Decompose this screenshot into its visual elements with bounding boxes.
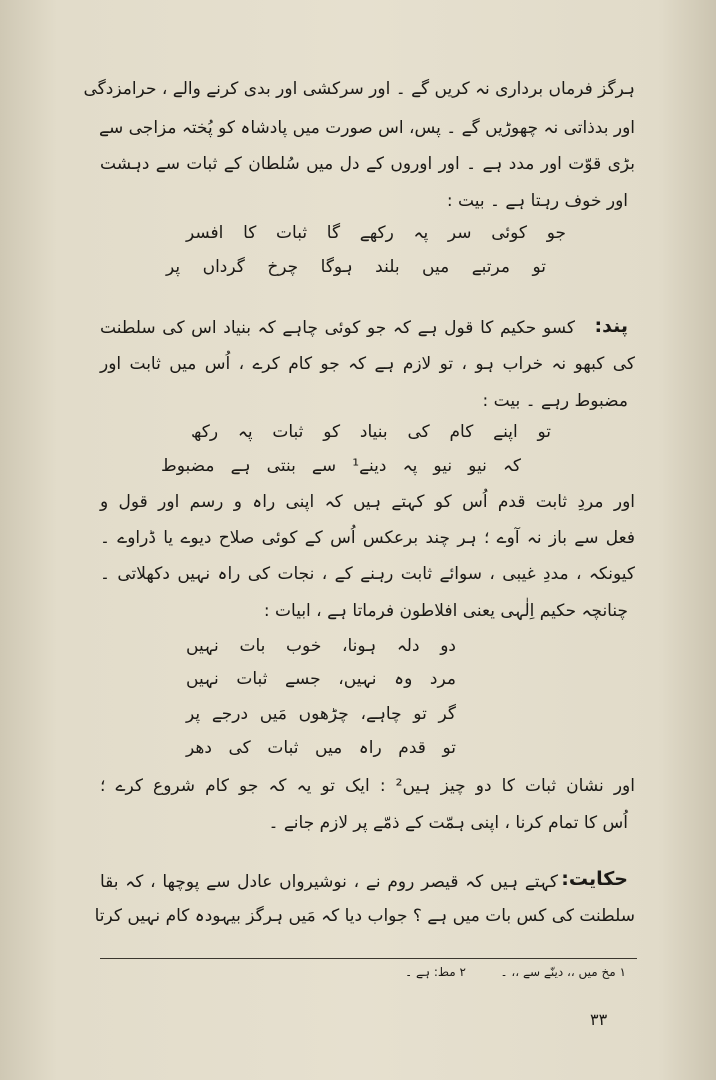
verse-1-line-2: تو مرتبے میں بلند ہوگا چرخ گرداں پر (166, 257, 546, 277)
footnote-1: ١ مخ میں ،، دینّے سے ،، ۔ (500, 965, 626, 979)
paragraph-5-line-1: کہتے ہیں کہ قیصر روم نے ، نوشیرواں عادل سے پوچھا ، کہ بقا (100, 872, 558, 892)
verse-1-line-1: جو کوئی سر پہ رکھے گا ثبات کا افسر (186, 223, 566, 243)
paragraph-2-line-2: کی کبھو نہ خراب ہو ، تو لازم ہے کہ جو کام کرے ، اُس میں ثابت اور (100, 354, 635, 374)
paragraph-1-line-1: ہرگز فرماں برداری نہ کریں گے ۔ اور سرکشی اور بدی کرنے والے ، حرامزدگی (83, 79, 635, 99)
paragraph-3-line-4: چنانچہ حکیم اِلٰہی یعنی افلاطون فرماتا ہے ، ابیات : (263, 601, 628, 621)
paragraph-4-line-1: اور نشان ثبات کا دو چیز ہیں² : ایک تو یہ کہ جو کام شروع کرے ؛ (100, 776, 635, 796)
paragraph-3-line-3: کیونکہ ، مددِ غیبی ، سوائے ثابت رہنے کے ، نجات کی راہ نہیں دکھلاتی ۔ (100, 564, 635, 584)
footnote-divider (100, 958, 637, 959)
paragraph-5-heading: حکایت: (561, 868, 628, 890)
paragraph-1-line-2: اور بدذاتی نہ چھوڑیں گے ۔ پس، اس صورت میں پادشاہ کو پُختہ مزاجی سے (99, 118, 635, 138)
verse-3-line-2: مرد وہ نہیں، جسے ثبات نہیں (186, 669, 456, 689)
footnote-2: ٢ مط: ہے ۔ (405, 965, 466, 979)
paragraph-3-line-2: فعل سے باز نہ آوے ؛ ہر چند برعکس اُس کے کوئی صلاح دیوے یا ڈراوے ۔ (100, 528, 635, 548)
verse-3-line-1: دو دلہ ہونا، خوب بات نہیں (186, 636, 456, 656)
verse-2-line-2: کہ نیو نیو پہ دینے¹ سے بنتی ہے مضبوط (161, 456, 522, 476)
paragraph-2-heading: پند: (594, 315, 628, 337)
verse-2-line-1: تو اپنے کام کی بنیاد کو ثبات پہ رکھ (191, 422, 551, 442)
paragraph-2-line-1: کسو حکیم کا قول ہے کہ جو کوئی چاہے کہ بنیاد اس کی سلطنت (100, 318, 575, 338)
verse-3-line-3: گر تو چاہے، چڑھوں مَیں درجے پر (186, 704, 456, 724)
paragraph-5-line-2: سلطنت کی کس بات میں ہے ؟ جواب دیا کہ مَیں ہرگز بیہودہ کام نہیں کرتا (94, 906, 635, 926)
paragraph-1-line-3: بڑی قوّت اور مدد ہے ۔ اور اوروں کے دل میں سُلطان کے ثبات سے دہشت (100, 154, 635, 174)
paragraph-1-line-4: اور خوف رہتا ہے ۔ بیت : (446, 191, 628, 211)
verse-3-line-4: تو قدم راہ میں ثبات کی دھر (186, 738, 456, 758)
paragraph-3-line-1: اور مردِ ثابت قدم اُس کو کہتے ہیں کہ اپنی راہ و رسم اور قول و (100, 492, 635, 512)
page-number: ٣٣ (590, 1010, 608, 1029)
paragraph-2-line-3: مضبوط رہے ۔ بیت : (482, 391, 628, 411)
paragraph-4-line-2: اُس کا تمام کرنا ، اپنی ہمّت کے ذمّے پر لازم جانے ۔ (268, 813, 628, 833)
